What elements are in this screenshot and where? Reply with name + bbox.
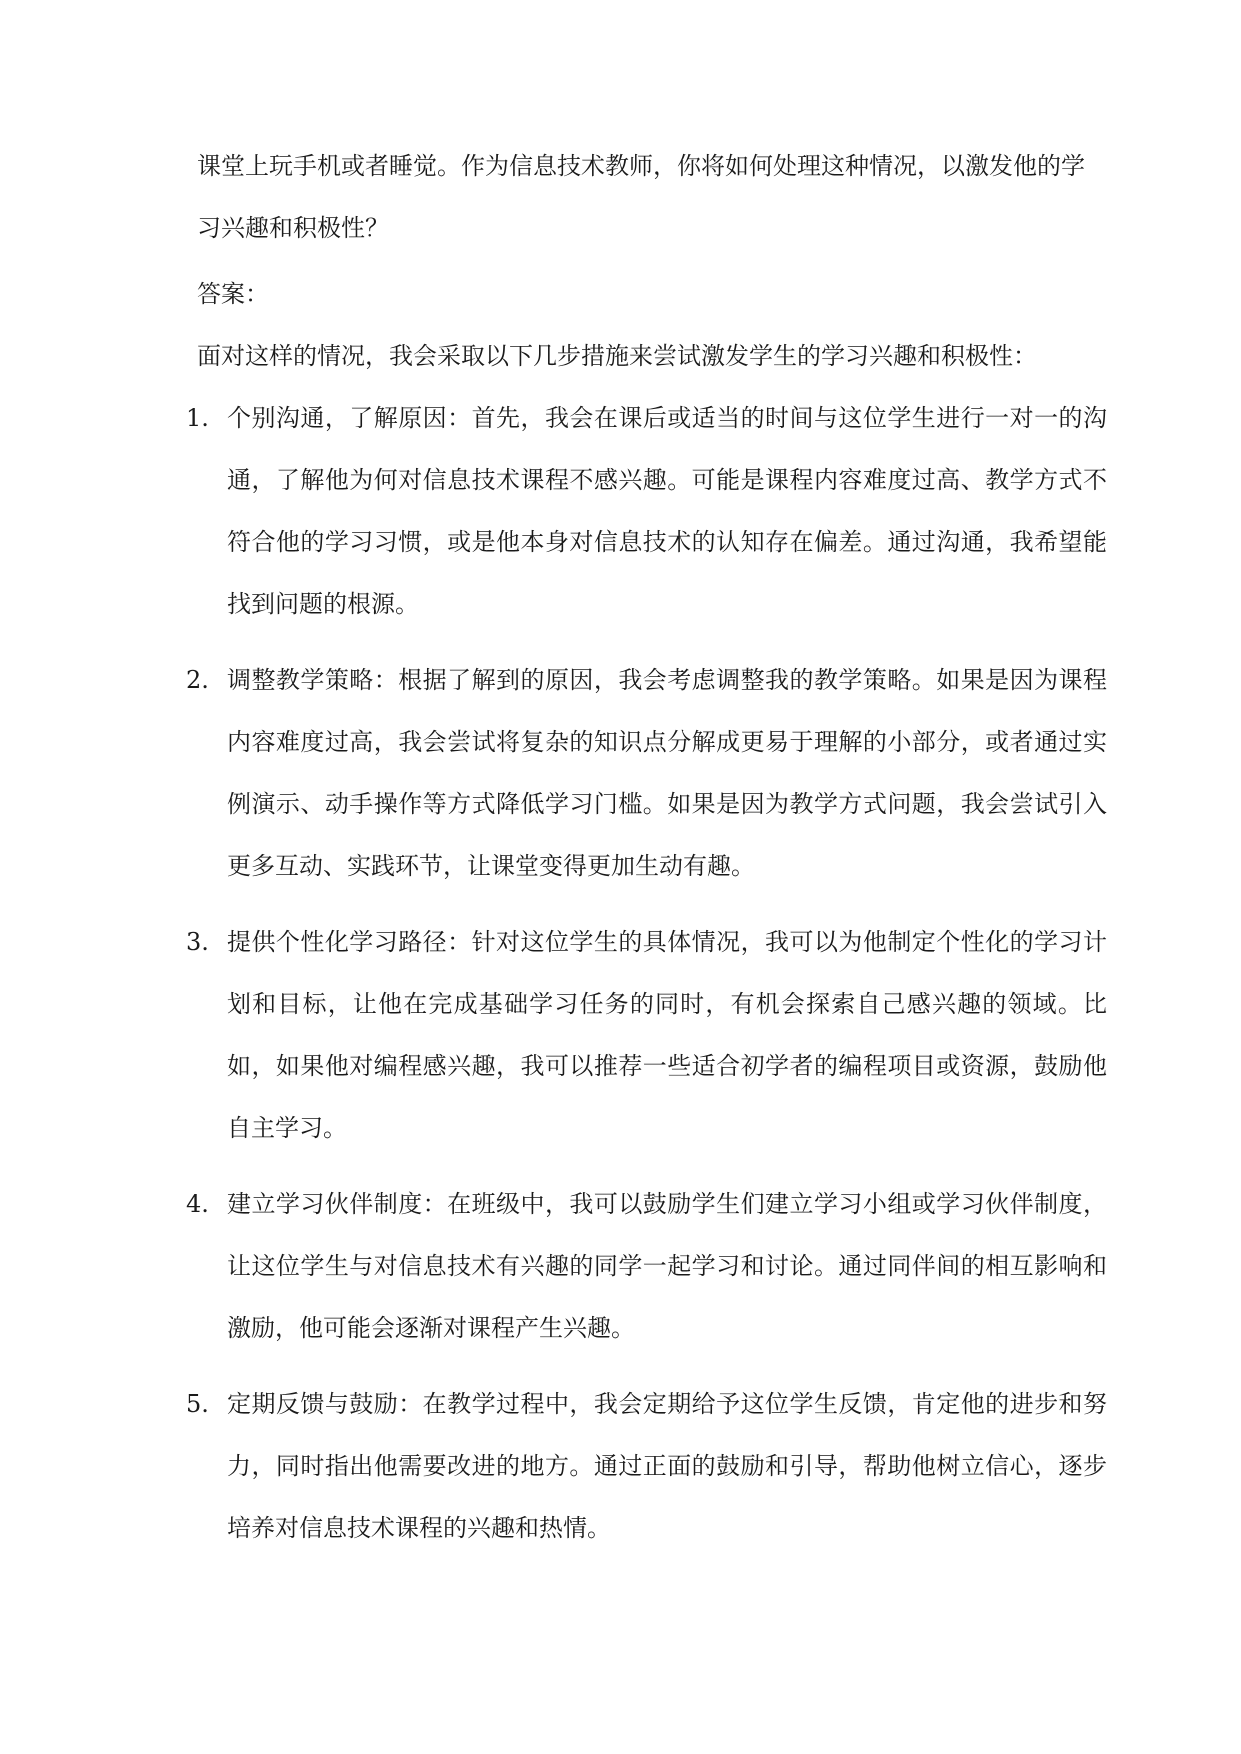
list-item-text: 个别沟通，了解原因：首先，我会在课后或适当的时间与这位学生进行一对一的沟通，了解他为何对信息技术课程不感兴趣。可能是课程内容难度过高、教学方式不符合他的学习习惯，或是他本身对信息技术的认知存在偏差。通过沟通，我希望能找到问题的根源。: [227, 404, 1107, 618]
list-item-number: 4.: [186, 1190, 209, 1218]
answer-lead: 面对这样的情况，我会采取以下几步措施来尝试激发学生的学习兴趣和积极性：: [197, 342, 1037, 370]
list-item-text: 调整教学策略：根据了解到的原因，我会考虑调整我的教学策略。如果是因为课程内容难度过高，我会尝试将复杂的知识点分解成更易于理解的小部分，或者通过实例演示、动手操作等方式降低学习门槛。如果是因为教学方式问题，我会尝试引入更多互动、实践环节，让课堂变得更加生动有趣。: [227, 666, 1107, 880]
question-text: 课堂上玩手机或者睡觉。作为信息技术教师，你将如何处理这种情况，以激发他的学习兴趣和积极性？: [197, 152, 1085, 242]
list-item-text: 定期反馈与鼓励：在教学过程中，我会定期给予这位学生反馈，肯定他的进步和努力，同时指出他需要改进的地方。通过正面的鼓励和引导，帮助他树立信心，逐步培养对信息技术课程的兴趣和热情。: [227, 1390, 1107, 1542]
list-item-number: 2.: [186, 666, 209, 694]
answer-label: 答案：: [197, 280, 269, 308]
list-item-text: 建立学习伙伴制度：在班级中，我可以鼓励学生们建立学习小组或学习伙伴制度，让这位学生与对信息技术有兴趣的同学一起学习和讨论。通过同伴间的相互影响和激励，他可能会逐渐对课程产生兴趣。: [227, 1190, 1107, 1342]
list-item-number: 1.: [186, 404, 209, 432]
list-item-text: 提供个性化学习路径：针对这位学生的具体情况，我可以为他制定个性化的学习计划和目标，让他在完成基础学习任务的同时，有机会探索自己感兴趣的领域。比如，如果他对编程感兴趣，我可以推荐一些适合初学者的编程项目或资源，鼓励他自主学习。: [227, 928, 1107, 1142]
list-item-number: 3.: [186, 928, 209, 956]
list-item-number: 5.: [186, 1390, 209, 1418]
